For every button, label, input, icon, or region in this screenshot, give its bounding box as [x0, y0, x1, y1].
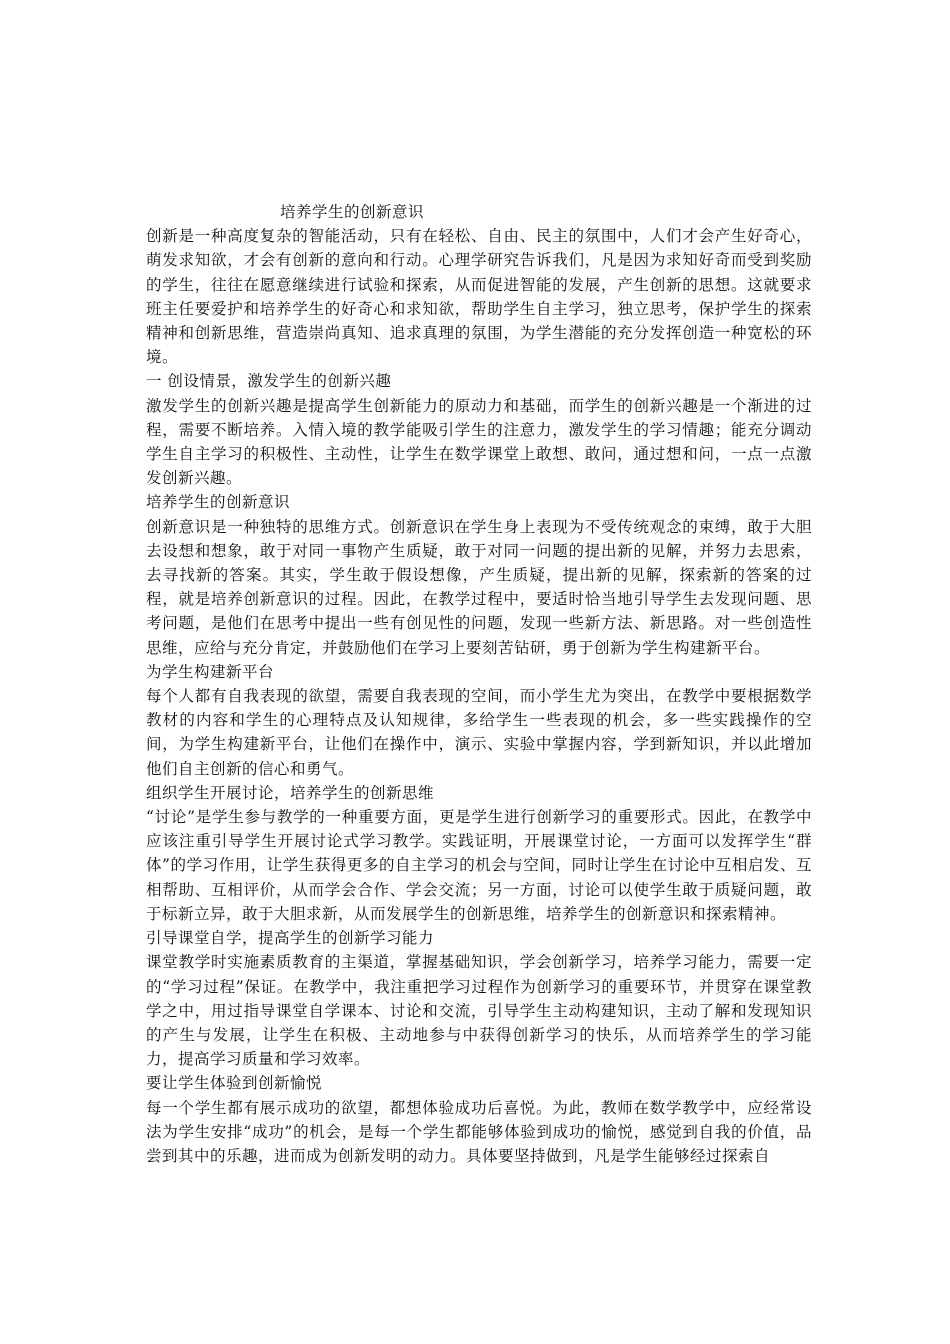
section-paragraph-1: 激发学生的创新兴趣是提高学生创新能力的原动力和基础，而学生的创新兴趣是一个渐进的过程，需要不断培养。入情入境的教学能吸引学生的注意力，激发学生的学习情趣；能充分调动学生自主学习的积极性、主动性，让学生在数学课堂上敢想、敢问，通过想和问，一点一点激发创新兴趣。: [146, 396, 812, 488]
intro-paragraph: 创新是一种高度复杂的智能活动，只有在轻松、自由、民主的氛围中，人们才会产生好奇心，萌发求知欲，才会有创新的意向和行动。心理学研究告诉我们，凡是因为求知好奇而受到奖励的学生，往往在愿意继续进行试验和探索，从而促进智能的发展，产生创新的思想。这就要求班主任要爱护和培养学生的好奇心和求知欲，帮助学生自主学习，独立思考，保护学生的探索精神和创新思维，营造崇尚真知、追求真理的氛围，为学生潜能的充分发挥创造一种宽松的环境。: [146, 227, 812, 367]
section-heading-5: 引导课堂自学，提高学生的创新学习能力: [146, 929, 435, 948]
section-paragraph-4: “讨论”是学生参与教学的一种重要方面，更是学生进行创新学习的重要形式。因此，在教学中应该注重引导学生开展讨论式学习教学。实践证明，开展课堂讨论，一方面可以发挥学生“群体”的学习作用，让学生获得更多的自主学习的机会与空间，同时让学生在讨论中互相启发、互相帮助、互相评价，从而学会合作、学会交流；另一方面，讨论可以使学生敢于质疑问题，敢于标新立异，敢于大胆求新，从而发展学生的创新思维，培养学生的创新意识和探索精神。: [146, 808, 812, 923]
section-heading-2: 培养学生的创新意识: [146, 493, 291, 512]
section-heading-4: 组织学生开展讨论，培养学生的创新思维: [146, 783, 435, 802]
section-paragraph-3: 每个人都有自我表现的欲望，需要自我表现的空间，而小学生尤为突出，在教学中要根据数学教材的内容和学生的心理特点及认知规律，多给学生一些表现的机会，多一些实践操作的空间，为学生构建新平台，让他们在操作中，演示、实验中掌握内容，学到新知识，并以此增加他们自主创新的信心和勇气。: [146, 687, 812, 778]
document-body: [146, 200, 812, 1168]
section-heading-6: 要让学生体验到创新愉悦: [146, 1074, 323, 1093]
section-paragraph-5: 课堂教学时实施素质教育的主渠道，掌握基础知识，学会创新学习，培养学习能力，需要一定的“学习过程”保证。在教学中，我注重把学习过程作为创新学习的重要环节，并贯穿在课堂教学之中，用过指导课堂自学课本、讨论和交流，引导学生主动构建知识，主动了解和发现知识的产生与发展，让学生在积极、主动地参与中获得创新学习的快乐，从而培养学生的学习能力，提高学习质量和学习效率。: [146, 953, 812, 1069]
section-heading-1: 一 创设情景，激发学生的创新兴趣: [146, 372, 392, 391]
document-title: 培养学生的创新意识: [280, 203, 425, 221]
section-paragraph-6: 每一个学生都有展示成功的欲望，都想体验成功后喜悦。为此，教师在数学教学中，应经常设法为学生安排“成功”的机会，是每一个学生都能够体验到成功的愉悦，感觉到自我的价值，品尝到其中的乐趣，进而成为创新发明的动力。具体要坚持做到，凡是学生能够经过探索自: [146, 1098, 812, 1165]
section-heading-3: 为学生构建新平台: [146, 662, 275, 681]
section-paragraph-2: 创新意识是一种独特的思维方式。创新意识在学生身上表现为不受传统观念的束缚，敢于大胆去设想和想象，敢于对同一事物产生质疑，敢于对同一问题的提出新的见解，并努力去思索，去寻找新的答案。其实，学生敢于假设想像，产生质疑，提出新的见解，探索新的答案的过程，就是培养创新意识的过程。因此，在教学过程中，要适时恰当地引导学生去发现问题、思考问题，是他们在思考中提出一些有创见性的问题，发现一些新方法、新思路。对一些创造性思维，应给与充分肯定，并鼓励他们在学习上要刻苦钻研，勇于创新为学生构建新平台。: [146, 517, 812, 657]
